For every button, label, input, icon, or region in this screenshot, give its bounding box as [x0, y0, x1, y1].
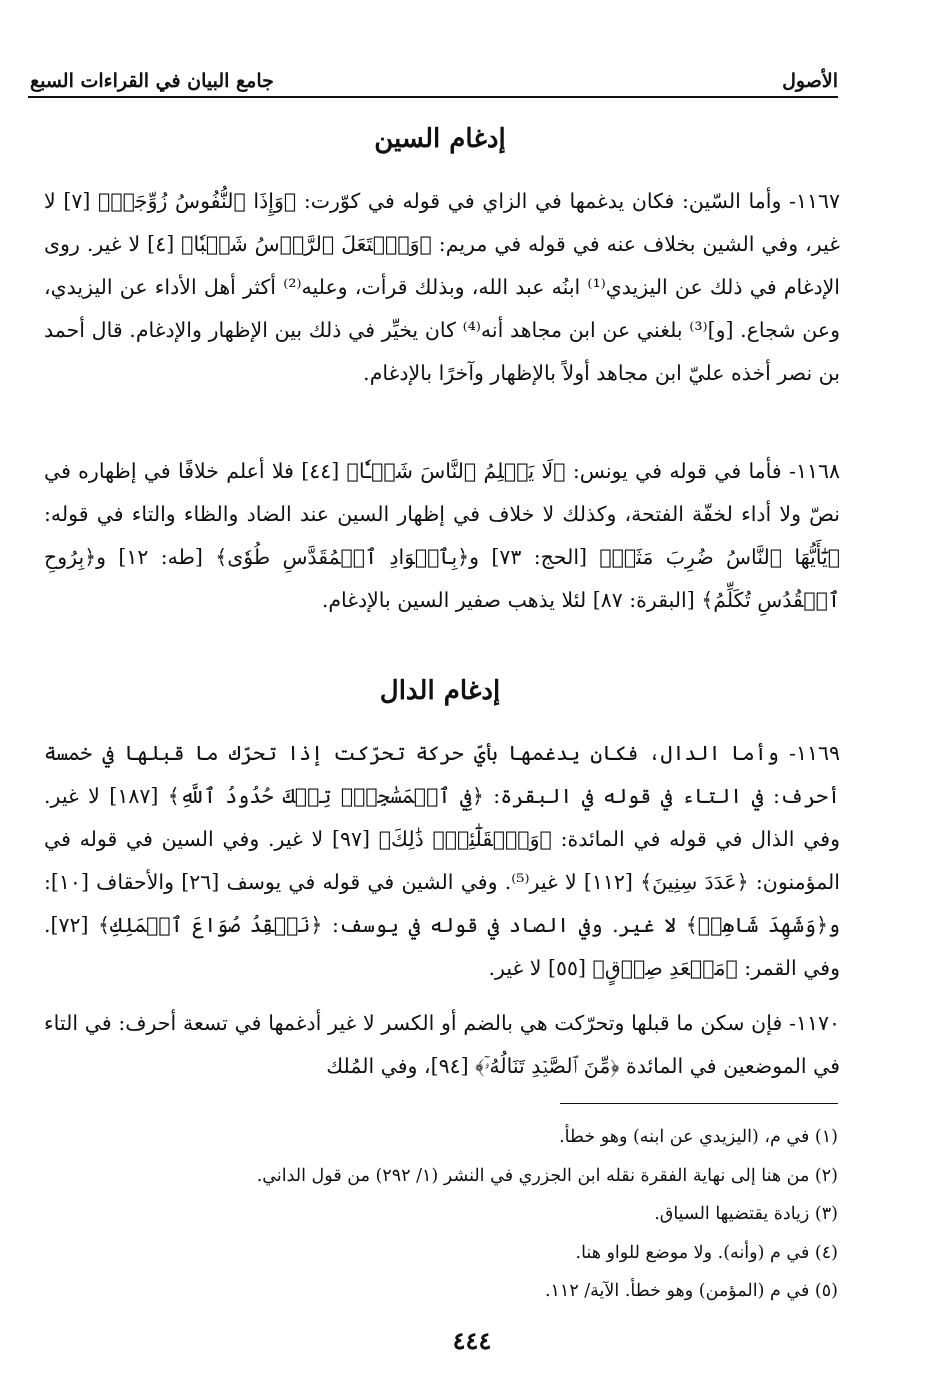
footnote-rule: [560, 1103, 838, 1104]
section-title-seen: إدغام السين: [374, 124, 506, 154]
footnote-3: (٣) زيادة يقتضيها السياق.: [654, 1204, 838, 1224]
paragraph-1170: ١١٧٠- فإن سكن ما قبلها وتحرّكت هي بالضم أو الكسر لا غير أدغمها في تسعة أحرف: في التاء في الموضعين في المائدة ﴿مِّنَ ٱلصَّيۡدِ تَنَالُهُۥٓ﴾ [٩٤]، وفي المُلك: [44, 1011, 840, 1078]
running-header: [30, 58, 838, 92]
section-title-dal: إدغام الدال: [379, 676, 501, 706]
footnotes: [118, 1118, 838, 1311]
header-section-title: الأصول: [782, 70, 838, 92]
paragraph-1169: ١١٦٩- وأما الدال، فكان يدغمها بأيّ حركة تحرّكت إذا تحرّك ما قبلها في خمسة أحرف: في التاء في قوله في البقرة: ﴿فِي ٱلۡمَسَٰجِدِۗ تِلۡكَ حُدُودُ ٱللَّهِ﴾ [١٨٧] لا غير. وفي الذال في قوله في المائدة: ﴿وَٱلۡقَلَٰٓئِدَۚ ذَٰلِكَ﴾ [٩٧] لا غير. وفي السين في قوله في المؤمنون: ﴿عَدَدَ سِنِينَ﴾ [١١٢] لا غير⁽⁵⁾. وفي الشين في قوله في يوسف [٢٦] والأحقاف [١٠]: و﴿وَشَهِدَ شَاهِدٞ﴾ لا غير. وفي الصاد في قوله في يوسف: ﴿نَفۡقِدُ صُوَاعَ ٱلۡمَلِكِ﴾ [٧٢]. وفي القمر: ﴿مَقۡعَدِ صِدۡقٍ﴾ [٥٥] لا غير.: [44, 741, 840, 980]
page-number: ٤٤٤: [452, 1326, 492, 1355]
footnote-4: (٤) في م (وأنه). ولا موضع للواو هنا.: [575, 1242, 838, 1263]
footnote-2: (٢) من هنا إلى نهاية الفقرة نقله ابن الجزري في النشر (١/ ٢٩٢) من قول الداني.: [256, 1165, 838, 1186]
footnote-1: (١) في م، (اليزيدي عن ابنه) وهو خطأ.: [559, 1127, 838, 1147]
header-book-title: جامع البيان في القراءات السبع: [30, 70, 274, 92]
paragraph-1167: ١١٦٧- وأما السّين: فكان يدغمها في الزاي في قوله في كوّرت: ﴿وَإِذَا ٱلنُّفُوسُ زُوِّجَتۡ﴾ [٧] لا غير، وفي الشين بخلاف عنه في قوله في مريم: ﴿وَٱشۡتَعَلَ ٱلرَّأۡسُ شَيۡبٗا﴾ [٤] لا غير. روى الإدغام في ذلك عن اليزيدي⁽¹⁾ ابنُه عبد الله، وبذلك قرأت، وعليه⁽²⁾ أكثر أهل الأداء عن اليزيدي، وعن شجاع. [و]⁽³⁾ بلغني عن ابن مجاهد أنه⁽⁴⁾ كان يخيِّر في ذلك بين الإظهار والإدغام. قال أحمد بن نصر أخذه عليّ ابن مجاهد أولاً بالإظهار وآخرًا بالإدغام.: [44, 189, 840, 385]
paragraph-1168: ١١٦٨- فأما في قوله في يونس: ﴿لَا يَظۡلِمُ ٱلنَّاسَ شَيۡـٔٗا﴾ [٤٤] فلا أعلم خلافًا في إظهاره في نصّ ولا أداء لخفّة الفتحة، وكذلك لا خلاف في إظهار السين عند الضاد والظاء والتاء في قوله: ﴿يَٰٓأَيُّهَا ٱلنَّاسُ ضُرِبَ مَثَلٞ﴾ [الحج: ٧٣] و﴿بِٱلۡوَادِ ٱلۡمُقَدَّسِ طُوٗى﴾ [طه: ١٢] و﴿بِرُوحِ ٱلۡقُدُسِ تُكَلِّمُ﴾ [البقرة: ٨٧] لئلا يذهب صفير السين بالإدغام.: [44, 459, 840, 612]
footnote-5: (٥) في م (المؤمن) وهو خطأ. الآية/ ١١٢.: [544, 1281, 838, 1301]
header-rule: [28, 96, 838, 98]
